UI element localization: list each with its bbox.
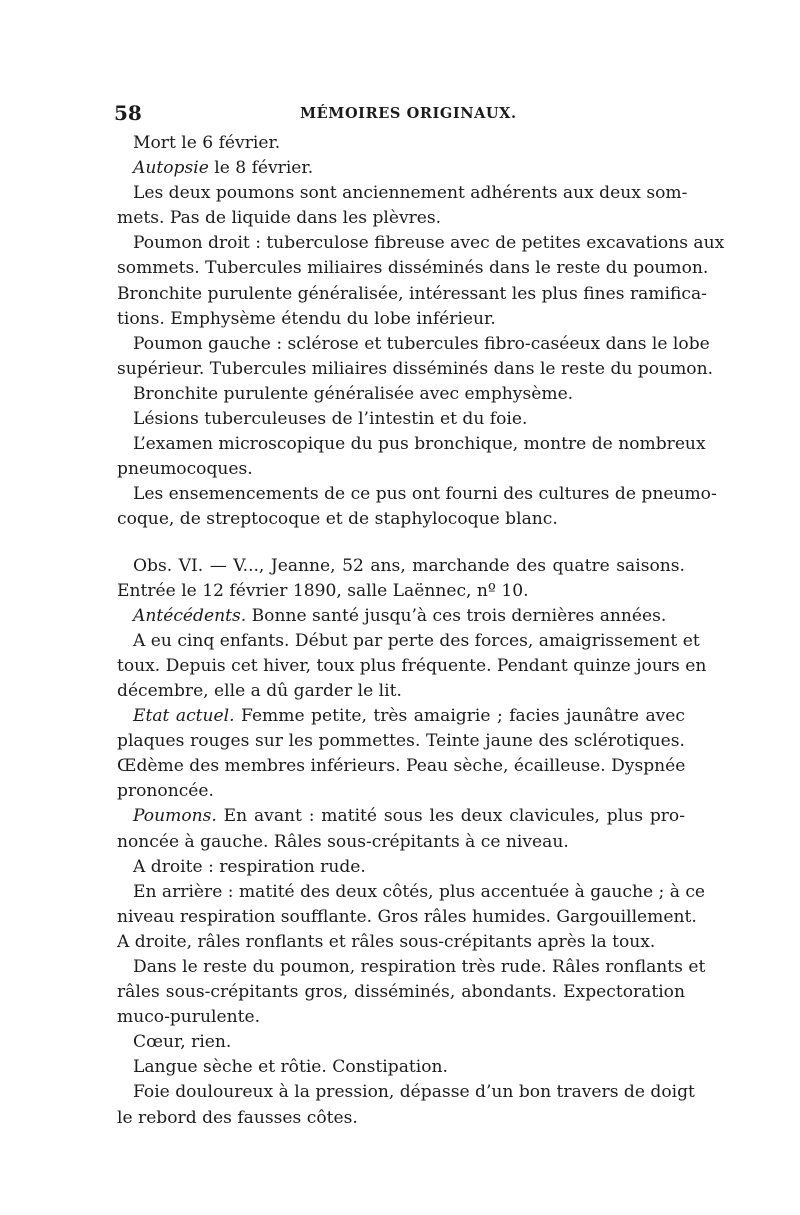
text-run: râles sous-crépitants gros, disséminés, abondants. Expectoration — [117, 982, 685, 1003]
text-line — [117, 804, 685, 829]
text-line — [117, 282, 707, 307]
text-line — [117, 554, 685, 579]
text-run: Œdème des membres inférieurs. Peau sèche, écailleuse. Dyspnée — [117, 756, 686, 777]
text-run: coque, de streptocoque et de staphylocoque blanc. — [117, 509, 558, 530]
text-run: Langue sèche et rôtie. Constipation. — [133, 1057, 448, 1078]
text-line — [117, 1106, 685, 1131]
text-run: Mort le 6 février. — [133, 133, 281, 153]
running-head: MÉMOIRES ORIGINAUX. — [300, 105, 517, 122]
text-line — [117, 930, 685, 955]
italic-run: Antécédents. — [133, 605, 247, 626]
text-line — [117, 131, 685, 156]
italic-run: Poumons. — [133, 806, 217, 827]
page-number: 58 — [114, 101, 142, 125]
text-line — [117, 905, 697, 930]
text-line — [117, 507, 685, 532]
text-line — [117, 231, 725, 256]
text-line — [117, 754, 685, 779]
text-line — [117, 679, 685, 704]
body-text — [117, 131, 725, 1131]
text-run: pneumocoques. — [117, 459, 253, 480]
text-run: En arrière : matité des deux côtés, plus accentuée à gauche ; à ce — [133, 881, 706, 902]
page-header — [114, 101, 689, 125]
text-run: supérieur. Tubercules miliaires disséminés dans le reste du poumon. — [117, 358, 714, 379]
text-run: Dans le reste du poumon, respiration très rude. Râles ronflants et — [133, 957, 706, 977]
text-run: mets. Pas de liquide dans les plèvres. — [117, 208, 442, 229]
text-line — [117, 579, 685, 604]
text-line — [117, 604, 685, 629]
text-run: sommets. Tubercules miliaires disséminés dans le reste du poumon. — [117, 258, 709, 279]
text-line — [117, 729, 685, 754]
text-line — [117, 457, 685, 482]
text-run: Entrée le 12 février 1890, salle Laënnec, nº 10. — [117, 580, 529, 601]
text-run: noncée à gauche. Râles sous-crépitants à ce niveau. — [117, 831, 569, 852]
text-line — [117, 779, 685, 804]
text-run: toux. Depuis cet hiver, toux plus fréquente. Pendant quinze jours en — [117, 655, 707, 676]
text-line — [117, 1030, 685, 1055]
text-line — [117, 482, 717, 507]
text-line — [117, 156, 685, 181]
text-line — [117, 880, 706, 905]
italic-run: Autopsie — [133, 158, 209, 179]
text-line — [117, 307, 685, 332]
text-run: En avant : matité sous les deux clavicules, plus pro- — [216, 806, 685, 827]
text-line — [117, 855, 685, 880]
text-run: A droite, râles ronflants et râles sous-crépitants après la toux. — [117, 931, 656, 952]
text-run: le 8 février. — [208, 158, 314, 179]
text-line — [117, 1080, 695, 1105]
italic-run: Etat actuel. — [133, 706, 235, 727]
text-line — [117, 357, 714, 382]
text-line — [117, 980, 685, 1005]
text-line — [117, 407, 685, 432]
text-line — [117, 206, 685, 231]
text-run: prononcée. — [117, 781, 214, 802]
text-line — [117, 432, 706, 457]
text-line — [117, 382, 685, 407]
text-line — [117, 955, 706, 980]
text-run: Lésions tuberculeuses de l’intestin et du foie. — [133, 409, 528, 430]
text-run: Bronchite purulente généralisée, intéressant les plus fines ramifica- — [117, 283, 707, 304]
text-run: A droite : respiration rude. — [133, 856, 366, 877]
text-line — [117, 704, 685, 729]
text-run: niveau respiration soufflante. Gros râles humides. Gargouillement. — [117, 906, 697, 927]
text-run: Poumon droit : tuberculose fibreuse avec de petites excavations aux — [133, 233, 725, 254]
text-run: Bonne santé jusqu’à ces trois dernières années. — [246, 605, 667, 626]
text-run: Foie douloureux à la pression, dépasse d’un bon travers de doigt — [133, 1082, 695, 1103]
text-line — [117, 332, 710, 357]
text-line — [117, 830, 685, 855]
text-run: le rebord des fausses côtes. — [117, 1107, 358, 1128]
text-run: L’examen microscopique du pus bronchique, montre de nombreux — [133, 434, 706, 455]
text-line — [117, 629, 700, 654]
text-run: décembre, elle a dû garder le lit. — [117, 680, 402, 701]
text-run: tions. Emphysème étendu du lobe inférieur. — [117, 308, 496, 329]
text-run: Obs. VI. — V..., Jeanne, 52 ans, marchande des quatre saisons. — [133, 555, 685, 576]
text-run: Les deux poumons sont anciennement adhérents aux deux som- — [133, 183, 688, 204]
text-line — [117, 181, 688, 206]
text-run: plaques rouges sur les pommettes. Teinte jaune des sclérotiques. — [117, 731, 685, 752]
text-run: Femme petite, très amaigrie ; facies jaunâtre avec — [234, 706, 685, 727]
text-line — [117, 654, 707, 679]
text-run: Poumon gauche : sclérose et tubercules fibro-caséeux dans le lobe — [133, 333, 710, 354]
text-line — [117, 256, 709, 281]
text-run: Bronchite purulente généralisée avec emphysème. — [133, 383, 574, 404]
text-run: Les ensemencements de ce pus ont fourni des cultures de pneumo- — [133, 484, 717, 505]
text-run: A eu cinq enfants. Début par perte des forces, amaigrissement et — [133, 630, 700, 651]
text-line — [117, 1055, 685, 1080]
text-line — [117, 1005, 685, 1030]
text-run: muco-purulente. — [117, 1007, 261, 1028]
text-run: Cœur, rien. — [133, 1032, 232, 1053]
